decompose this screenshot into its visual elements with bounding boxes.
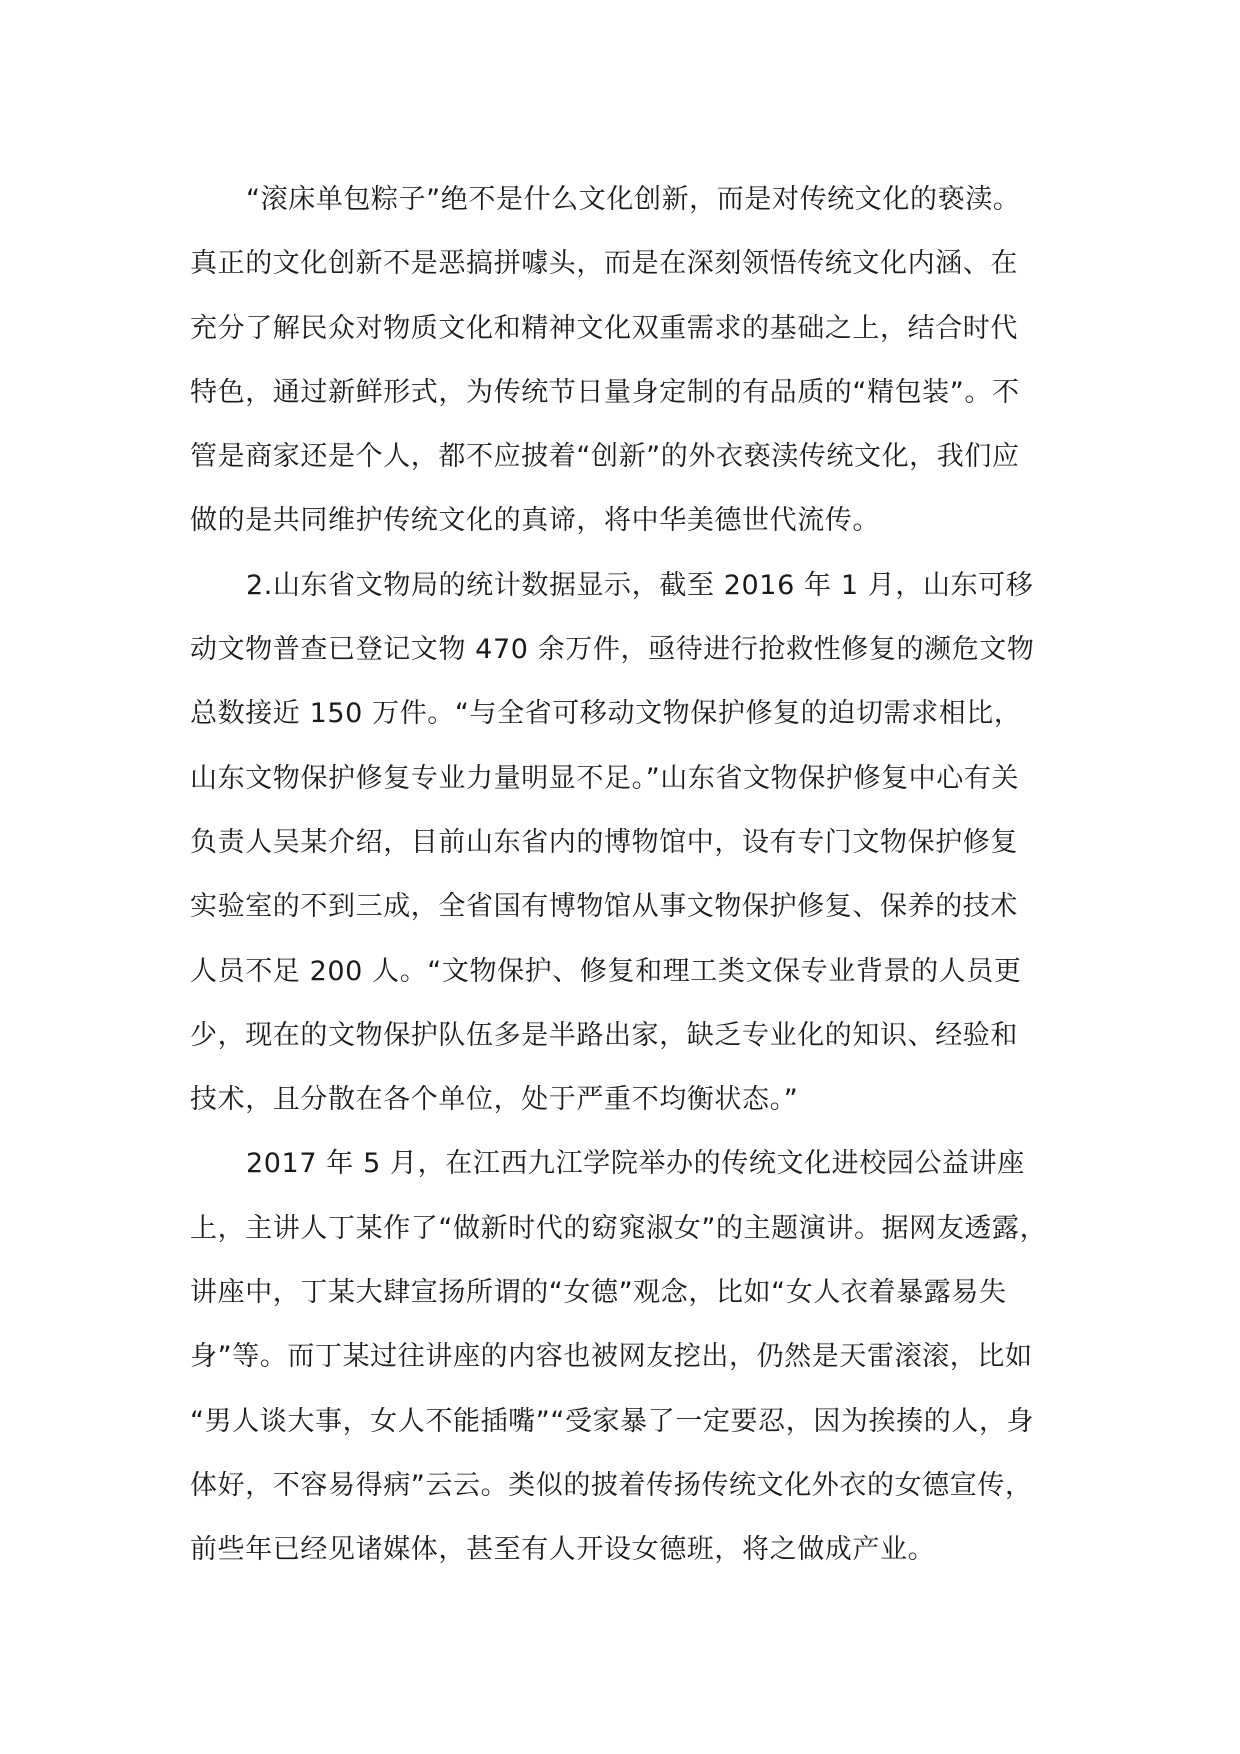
text-line: 做的是共同维护传统文化的真谛，将中华美德世代流传。 <box>190 505 880 537</box>
text-line: 特色，通过新鲜形式，为传统节日量身定制的有品质的“精包装”。不 <box>190 376 1020 408</box>
text-line: 讲座中，丁某大肆宣扬所谓的“女德”观念，比如“女人衣着暴露易失 <box>190 1277 1007 1309</box>
text-line: “男人谈大事，女人不能插嘴”“受家暴了一定要忍，因为挨揍的人，身 <box>190 1405 1035 1437</box>
text-line: 体好，不容易得病”云云。类似的披着传扬传统文化外衣的女德宣传， <box>190 1469 1033 1501</box>
paragraph-culture-innovation <box>190 168 1060 554</box>
text-line: 技术，且分散在各个单位，处于严重不均衡状态。” <box>190 1084 799 1116</box>
text-line: 管是商家还是个人，都不应披着“创新”的外衣亵渎传统文化，我们应 <box>190 441 1020 473</box>
text-line: 2.山东省文物局的统计数据显示，截至 2016 年 1 月，山东可移 <box>246 569 1034 601</box>
paragraph-jiujiang-lecture <box>190 1132 1060 1582</box>
text-line: 充分了解民众对物质文化和精神文化双重需求的基础之上，结合时代 <box>190 312 1018 344</box>
text-line: 负责人吴某介绍，目前山东省内的博物馆中，设有专门文物保护修复 <box>190 826 1018 858</box>
text-line: 动文物普查已登记文物 470 余万件，亟待进行抢救性修复的濒危文物 <box>190 634 1035 666</box>
text-line: 前些年已经见诸媒体，甚至有人开设女德班，将之做成产业。 <box>190 1534 936 1566</box>
text-line: 总数接近 150 万件。“与全省可移动文物保护修复的迫切需求相比， <box>190 698 1022 730</box>
document-body <box>190 168 1060 1583</box>
text-line: 上，主讲人丁某作了“做新时代的窈窕淑女”的主题演讲。据网友透露， <box>190 1212 1048 1244</box>
paragraph-shandong-relics <box>190 554 1060 1133</box>
text-line: 2017 年 5 月，在江西九江学院举办的传统文化进校园公益讲座 <box>246 1148 1025 1180</box>
text-line: 真正的文化创新不是恶搞拼噱头，而是在深刻领悟传统文化内涵、在 <box>190 248 1018 280</box>
text-line: 山东文物保护修复专业力量明显不足。”山东省文物保护修复中心有关 <box>190 762 1020 794</box>
text-line: 身”等。而丁某过往讲座的内容也被网友挖出，仍然是天雷滚滚，比如 <box>190 1341 1033 1373</box>
text-line: “滚床单包粽子”绝不是什么文化创新，而是对传统文化的亵渎。 <box>246 184 1021 215</box>
text-line: 少，现在的文物保护队伍多是半路出家，缺乏专业化的知识、经验和 <box>190 1019 1018 1051</box>
text-line: 人员不足 200 人。“文物保护、修复和理工类文保专业背景的人员更 <box>190 955 1022 987</box>
text-line: 实验室的不到三成，全省国有博物馆从事文物保护修复、保养的技术 <box>190 891 1018 923</box>
